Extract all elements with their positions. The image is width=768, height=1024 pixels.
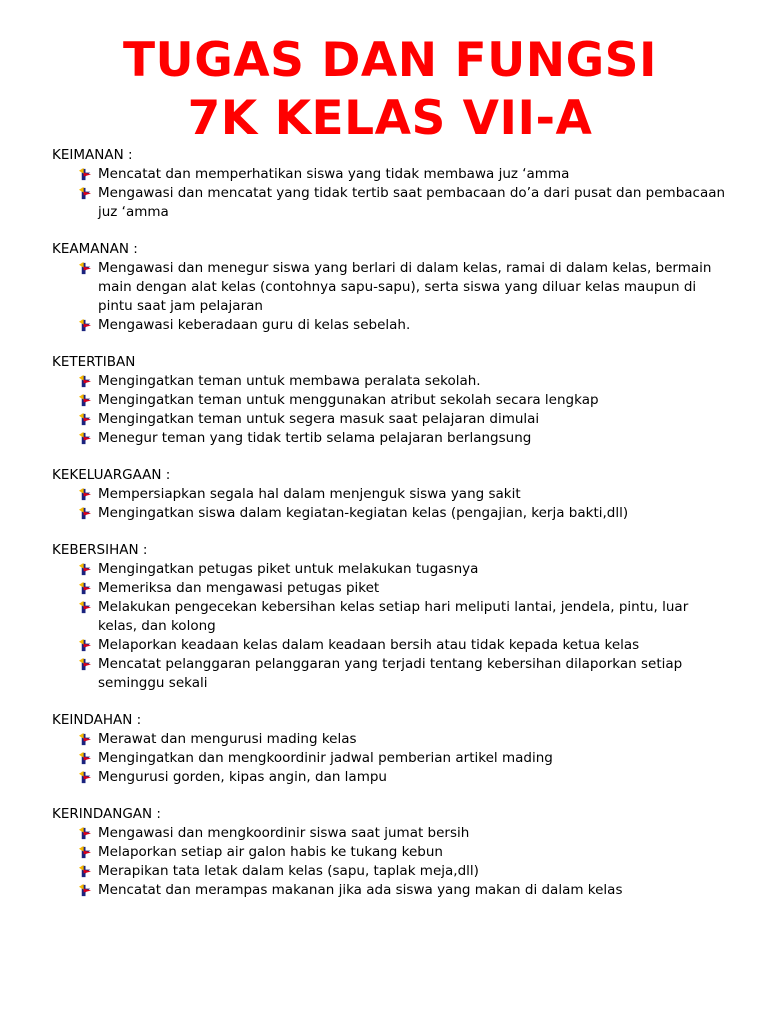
list-item [78, 560, 728, 579]
list-item-text: Melakukan pengecekan kebersihan kelas setiap hari meliputi lantai, jendela, pintu, luar kelas, dan kolong [98, 599, 689, 634]
list-item-text: Mengingatkan teman untuk membawa peralata sekolah. [98, 373, 481, 389]
list-item [78, 824, 728, 843]
list-item-text: Mengurusi gorden, kipas angin, dan lampu [98, 769, 387, 785]
list-item [78, 316, 728, 335]
arrow-bullet-icon [78, 845, 93, 860]
list-item-text: Mempersiapkan segala hal dalam menjenguk siswa yang sakit [98, 486, 521, 502]
list-item-text: Menegur teman yang tidak tertib selama pelajaran berlangsung [98, 430, 532, 446]
list-item [78, 485, 728, 504]
arrow-bullet-icon [78, 393, 93, 408]
list-item [78, 655, 728, 693]
list-item [78, 391, 728, 410]
list-item-text: Mengawasi dan mengkoordinir siswa saat jumat bersih [98, 825, 470, 841]
arrow-bullet-icon [78, 374, 93, 389]
list-item-text: Mengingatkan petugas piket untuk melakukan tugasnya [98, 561, 479, 577]
section-item-list [52, 372, 728, 448]
arrow-bullet-icon [78, 657, 93, 672]
list-item-text: Merawat dan mengurusi mading kelas [98, 731, 357, 747]
section [52, 711, 728, 787]
arrow-bullet-icon [78, 638, 93, 653]
list-item-text: Melaporkan setiap air galon habis ke tukang kebun [98, 844, 443, 860]
list-item-text: Memeriksa dan mengawasi petugas piket [98, 580, 380, 596]
section-heading: KEIMANAN : [52, 147, 133, 163]
list-item-text: Mencatat dan memperhatikan siswa yang tidak membawa juz ‘amma [98, 166, 570, 182]
section-item-list [52, 824, 728, 900]
section-item-list [52, 730, 728, 787]
section-heading: KEAMANAN : [52, 241, 138, 257]
section [52, 466, 728, 523]
arrow-bullet-icon [78, 186, 93, 201]
arrow-bullet-icon [78, 751, 93, 766]
arrow-bullet-icon [78, 431, 93, 446]
section [52, 146, 728, 222]
list-item [78, 504, 728, 523]
list-item [78, 862, 728, 881]
list-item [78, 410, 728, 429]
section [52, 353, 728, 448]
list-item [78, 598, 728, 636]
list-item [78, 843, 728, 862]
arrow-bullet-icon [78, 318, 93, 333]
section-heading: KETERTIBAN [52, 354, 136, 370]
list-item [78, 372, 728, 391]
arrow-bullet-icon [78, 732, 93, 747]
section-item-list [52, 165, 728, 222]
list-item-text: Melaporkan keadaan kelas dalam keadaan bersih atau tidak kepada ketua kelas [98, 637, 640, 653]
section-heading: KEINDAHAN : [52, 712, 142, 728]
list-item-text: Mengawasi keberadaan guru di kelas sebelah. [98, 317, 411, 333]
arrow-bullet-icon [78, 562, 93, 577]
section-heading: KERINDANGAN : [52, 806, 161, 822]
list-item [78, 184, 728, 222]
section-item-list [52, 560, 728, 693]
list-item-text: Mengingatkan teman untuk menggunakan atribut sekolah secara lengkap [98, 392, 599, 408]
section-item-list [52, 485, 728, 523]
arrow-bullet-icon [78, 600, 93, 615]
list-item [78, 429, 728, 448]
section [52, 805, 728, 900]
list-item-text: Merapikan tata letak dalam kelas (sapu, taplak meja,dll) [98, 863, 479, 879]
arrow-bullet-icon [78, 770, 93, 785]
title-line-1: TUGAS DAN FUNGSI [123, 33, 657, 88]
list-item-text: Mengingatkan siswa dalam kegiatan-kegiatan kelas (pengajian, kerja bakti,dll) [98, 505, 629, 521]
list-item-text: Mengingatkan dan mengkoordinir jadwal pemberian artikel mading [98, 750, 553, 766]
arrow-bullet-icon [78, 487, 93, 502]
list-item [78, 165, 728, 184]
list-item-text: Mengingatkan teman untuk segera masuk saat pelajaran dimulai [98, 411, 540, 427]
arrow-bullet-icon [78, 167, 93, 182]
section [52, 240, 728, 335]
list-item-text: Mencatat dan merampas makanan jika ada siswa yang makan di dalam kelas [98, 882, 623, 898]
list-item [78, 749, 728, 768]
section-item-list [52, 259, 728, 335]
section [52, 541, 728, 693]
list-item [78, 881, 728, 900]
section-heading: KEBERSIHAN : [52, 542, 148, 558]
title-line-2: 7K KELAS VII-A [187, 91, 593, 146]
list-item [78, 730, 728, 749]
section-heading: KEKELUARGAAN : [52, 467, 171, 483]
sections-container [52, 146, 728, 900]
list-item [78, 768, 728, 787]
arrow-bullet-icon [78, 581, 93, 596]
list-item [78, 579, 728, 598]
arrow-bullet-icon [78, 506, 93, 521]
list-item [78, 259, 728, 316]
list-item [78, 636, 728, 655]
arrow-bullet-icon [78, 261, 93, 276]
arrow-bullet-icon [78, 883, 93, 898]
list-item-text: Mengawasi dan mencatat yang tidak tertib saat pembacaan do’a dari pusat dan pembacaan juz ‘amma [98, 185, 726, 220]
list-item-text: Mengawasi dan menegur siswa yang berlari di dalam kelas, ramai di dalam kelas, bermain main dengan alat kelas (contohnya sapu-sapu), serta siswa yang diluar kelas maupun di pintu saat jam pelajaran [98, 260, 712, 314]
arrow-bullet-icon [78, 412, 93, 427]
arrow-bullet-icon [78, 826, 93, 841]
list-item-text: Mencatat pelanggaran pelanggaran yang terjadi tentang kebersihan dilaporkan setiap seminggu sekali [98, 656, 683, 691]
arrow-bullet-icon [78, 864, 93, 879]
